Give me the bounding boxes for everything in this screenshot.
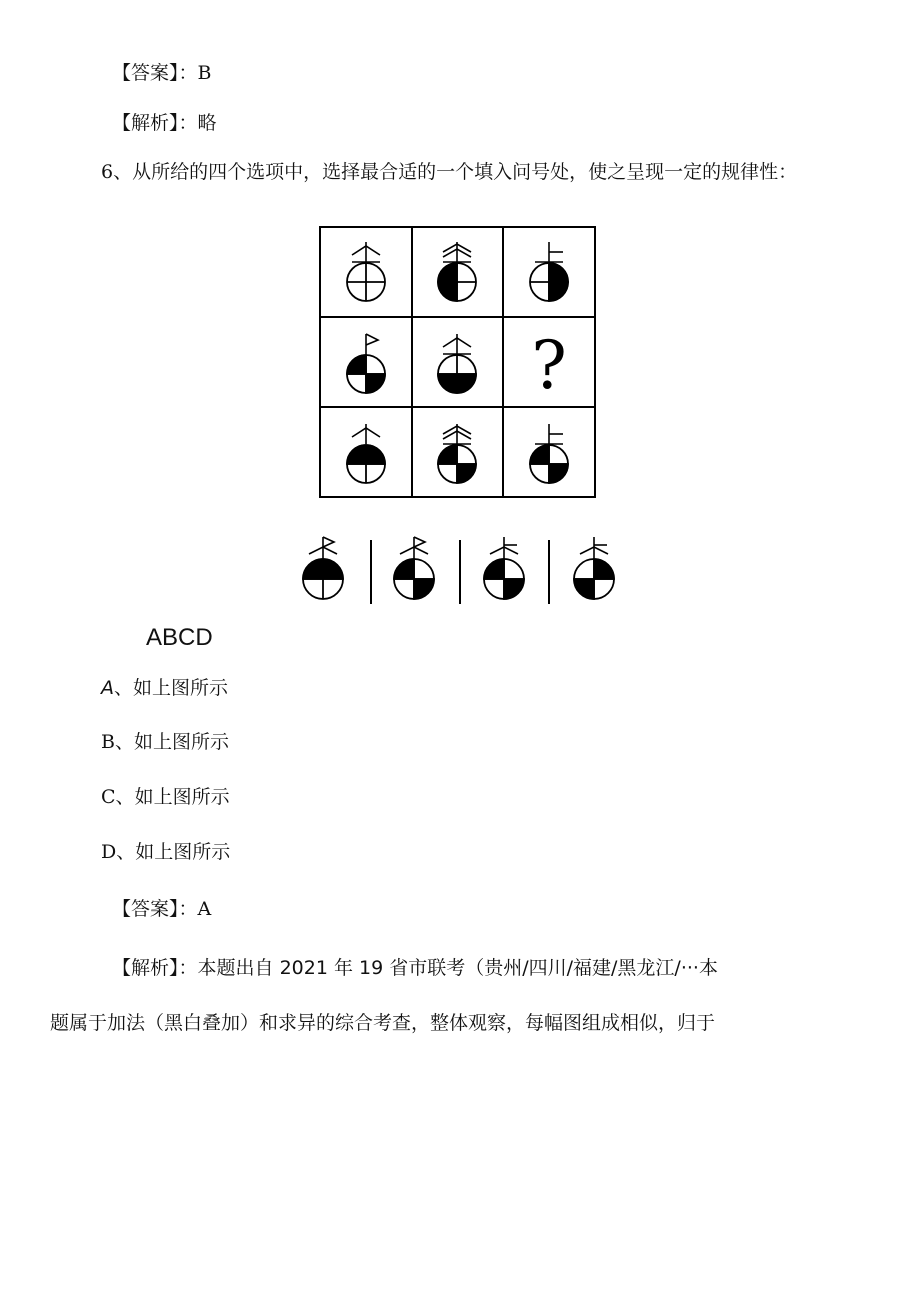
- option-figure-d: [574, 537, 614, 599]
- circle-icon: [347, 263, 385, 301]
- option-a-sep: 、: [114, 677, 134, 699]
- option-d-letter: D: [101, 841, 117, 863]
- analysis-label: 【解析】: [112, 957, 179, 979]
- answer-label: 【答案】: [112, 898, 179, 920]
- cell-r1c2: [438, 242, 476, 301]
- analysis-sep: ：: [178, 957, 198, 979]
- prev-answer-label: 【答案】: [112, 62, 179, 84]
- option-b: [101, 730, 229, 754]
- analysis-line-2: [50, 1011, 715, 1035]
- option-d: [101, 840, 230, 864]
- analysis-text-1: 本题出自 2021 年 19 省市联考（贵州/四川/福建/黑龙江/···本: [197, 957, 718, 979]
- option-c-text: 如上图所示: [134, 786, 230, 808]
- puzzle-figure: [0, 0, 920, 620]
- option-d-sep: 、: [116, 841, 136, 863]
- option-c-sep: 、: [115, 786, 135, 808]
- option-a: [101, 676, 228, 700]
- option-c-letter: C: [101, 786, 116, 808]
- option-d-text: 如上图所示: [135, 841, 231, 863]
- option-b-letter: B: [101, 731, 115, 753]
- cell-r3c1: [347, 424, 385, 483]
- question-mark: ?: [531, 327, 567, 404]
- analysis-text-2: 题属于加法（黑白叠加）和求异的综合考查，整体观察，每幅图组成相似，归于: [50, 1012, 716, 1034]
- question-number: 6、: [101, 161, 133, 183]
- analysis-line-1: [112, 956, 718, 980]
- option-letters-caption: ABCD: [146, 624, 213, 651]
- option-figure-c: [484, 537, 524, 599]
- option-a-letter: A: [101, 677, 114, 699]
- cell-r2c3: [531, 327, 566, 404]
- option-b-text: 如上图所示: [133, 731, 229, 753]
- answer-line: [112, 897, 211, 921]
- option-figure-b: [394, 537, 434, 599]
- prev-answer-sep: ：: [178, 62, 198, 84]
- option-c: [101, 785, 230, 809]
- option-figure-a: [303, 537, 343, 599]
- cell-r2c2: [438, 334, 476, 393]
- option-b-sep: 、: [114, 731, 134, 753]
- umbrella-hat-icon: [352, 242, 380, 262]
- answer-value: A: [197, 898, 212, 920]
- prev-analysis-sep: ：: [178, 112, 198, 134]
- cell-r1c3: [530, 242, 568, 301]
- cell-r3c2: [438, 424, 476, 483]
- option-a-text: 如上图所示: [133, 677, 229, 699]
- cell-r2c1: [347, 334, 385, 393]
- prev-answer-value: B: [197, 62, 212, 84]
- cell-r1c1: [347, 242, 385, 301]
- answer-sep: ：: [178, 898, 198, 920]
- question-text: 从所给的四个选项中，选择最合适的一个填入问号处，使之呈现一定的规律性：: [132, 161, 798, 183]
- prev-analysis-label: 【解析】: [112, 112, 179, 134]
- prev-analysis-value: 略: [197, 112, 217, 134]
- cell-r3c3: [530, 424, 568, 483]
